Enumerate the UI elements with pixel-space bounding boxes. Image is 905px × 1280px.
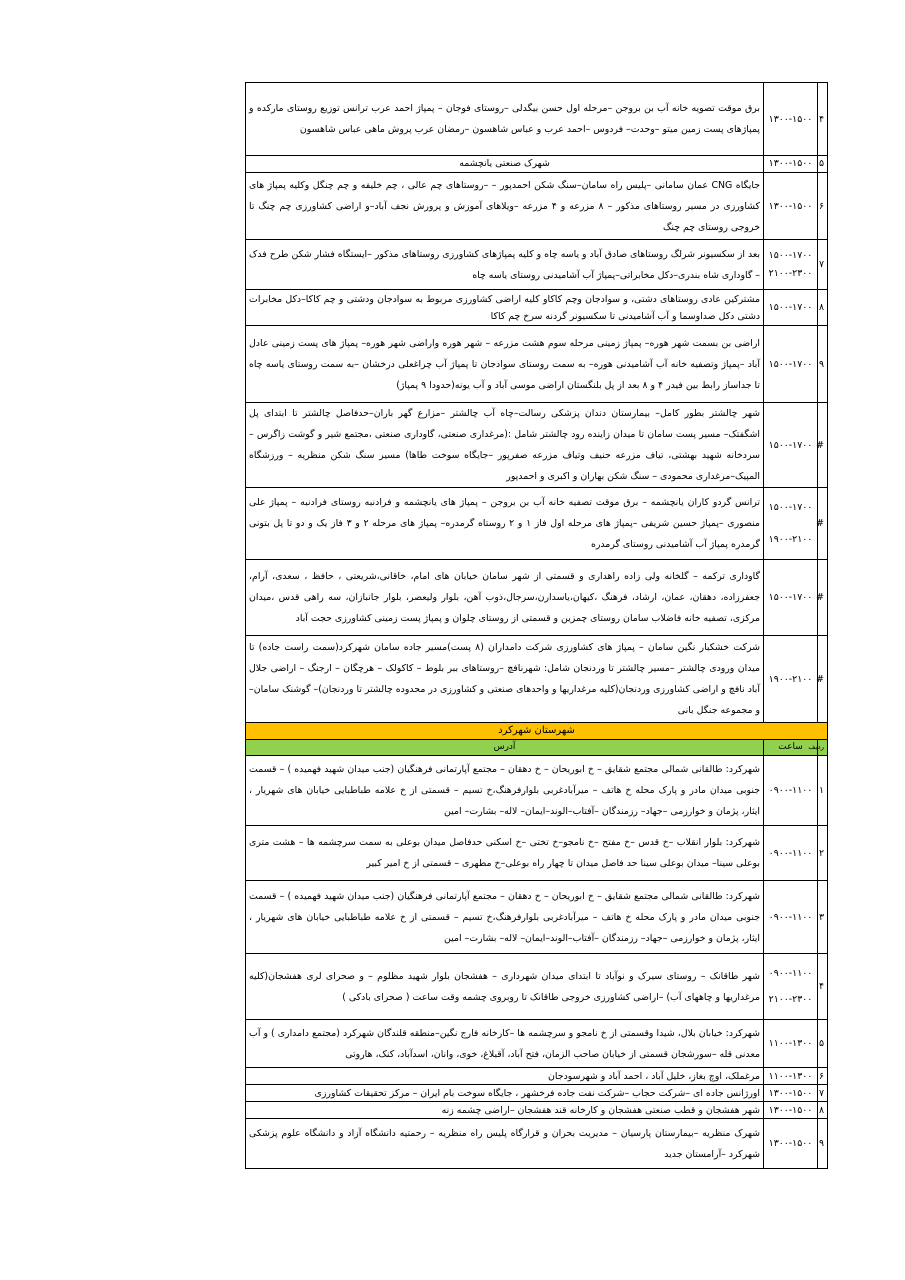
time-cell: ۱۳۰۰-۱۵۰۰ xyxy=(764,1085,818,1102)
address-cell: شهرکرد: بلوار انقلاب –خ قدس –خ مفتح –خ نامجو–خ تختی –خ اسکنی حدفاصل میدان بوعلی به سمت سرچشمه ها – هشت متری بوعلی سینا– میدان بوعلی سینا حد فاصل میدان تا چهار راه بوعلی–خ مطهری – قسمتی از خ امیر کبیر xyxy=(246,826,764,881)
table-row xyxy=(246,83,828,156)
time-cell: ۱۳۰۰-۱۵۰۰ xyxy=(764,1102,818,1119)
time-cell: ۱۳۰۰-۱۵۰۰ xyxy=(764,83,818,156)
address-cell: شهر طاقانک – روستای سیرک و نوآباد تا ابتدای میدان شهرداری – هفشجان بلوار شهید مظلوم – و صحرای لری هفشجان(کلیه مرغداریها و چاههای آب) –اراضی کشاورزی خروجی طاقانک تا روبروی چشمه وقت ساعت ( صحرای بادکی ) xyxy=(246,954,764,1020)
row-number: ۷ xyxy=(818,1085,828,1102)
address-cell: گاوداری ترکمه – گلخانه ولی زاده راهداری و قسمتی از شهر سامان خیابان های امام، خاقانی،شریعتی ، حافظ ، سعدی، آرام، جعفرزاده، دهقان، عمان، ارشاد، فرهنگ ،کیهان،یاسدارن،سرجال،ذوب آهن، بلوار ولیعصر، بلوار جانبازان، سه راهی قدس ،میدان مرکزی، تصفیه خانه فاضلاب سامان روستای چمزین و قسمتی از روستای چلوان و پمپاژ پست زمینی کشاورزی حجت آباد xyxy=(246,560,764,636)
time-cell: ۱۳۰۰-۱۵۰۰ xyxy=(764,173,818,240)
time-cell: ۱۵۰۰-۱۷۰۰ xyxy=(764,290,818,326)
row-number: ۶ xyxy=(818,173,828,240)
address-cell: بعد از سکسیونر شرلگ روستاهای صادق آباد و یاسه چاه و کلیه پمپاژهای کشاورزی روستاهای مذکور –ایستگاه فشار شکن طرح فدک – گاوداری شاه بندری–دکل مخابراتی–پمپاژ آب آشامیدنی روستای یاسه چاه xyxy=(246,240,764,290)
row-number: # xyxy=(818,560,828,636)
row-number: ۹ xyxy=(818,326,828,403)
header-address: آدرس xyxy=(246,740,764,756)
address-cell: شرکت خشکبار نگین سامان – پمپاژ های کشاورزی شرکت دامداران (۸ پست)مسیر جاده سامان شهرکرد(سمت راست جاده) تا میدان ورودی چالشتر –مسیر چالشتر تا وردنجان شامل: شهرنافچ –روستاهای ببر بلوط – کاکولک – هرچگان – ارجنگ – اراضی جلال آباد نافچ و اراضی کشاورزی وردنجان(کلیه مرغداریها و واحدهای صنعتی و کشاورزی در محدوده چالشتر تا وردنجان)– گوشنک سامان– و مجموعه جنگل بانی xyxy=(246,636,764,723)
table-row xyxy=(246,403,828,488)
time-cell: ۰۹۰۰-۱۱۰۰ xyxy=(764,881,818,954)
row-number: ۵ xyxy=(818,1020,828,1068)
time-cell: ۱۵۰۰-۱۷۰۰ xyxy=(764,326,818,403)
table-row xyxy=(246,1085,828,1102)
table-row xyxy=(246,1068,828,1085)
row-number: ۷ xyxy=(818,240,828,290)
row-number: # xyxy=(818,636,828,723)
table-row xyxy=(246,173,828,240)
time-cell: ۱۵۰۰-۱۷۰۰ ۱۹۰۰-۲۱۰۰ xyxy=(764,488,818,560)
row-number: ۲ xyxy=(818,826,828,881)
row-number: ۶ xyxy=(818,1068,828,1085)
table-row xyxy=(246,1102,828,1119)
address-cell: اورژانس جاده ای –شرکت حجاب –شرکت نفت جاده فرخشهر ، جایگاه سوخت بام ایران – مرکز تحقیقات کشاورزی xyxy=(246,1085,764,1102)
address-cell: شهرکرد: طالقانی شمالی مجتمع شقایق – خ ابوریحان – خ دهقان – مجتمع آپارتمانی فرهنگیان (جنب میدان شهید فهمیده ) – قسمت جنوبی میدان مادر و پارک محله خ هاتف – میرآبادغربی بلوارفرهنگ،خ تسیم – قسمتی از خ علامه طباطبایی خیابان های شهریار ، ایثار، پژمان و خوارزمی –جهاد– رزمندگان –آفتاب–الوند–ایمان– لاله– بشارت– امین xyxy=(246,881,764,954)
address-cell: شهرک صنعتی یانچشمه xyxy=(246,156,764,173)
row-number: # xyxy=(818,403,828,488)
table-row xyxy=(246,290,828,326)
table-row xyxy=(246,156,828,173)
address-cell: جایگاه CNG عمان سامانی –پلیس راه سامان–سنگ شکن احمدپور – –روستاهای چم عالی ، چم خلیفه و چم چنگل وکلیه پمپاژ های کشاورزی در مسیر روستاهای مذکور – ۸ مزرعه و ۴ مزرعه –ویلاهای آموزش و پرورش نجف آباد–و اراضی کشاورزی چم چنگ تا خروجی روستای چم چنگ xyxy=(246,173,764,240)
table-row xyxy=(246,954,828,1020)
table-row xyxy=(246,326,828,403)
time-cell: ۱۵۰۰-۱۷۰۰ ۲۱۰۰-۲۳۰۰ xyxy=(764,240,818,290)
time-cell: ۱۵۰۰-۱۷۰۰ xyxy=(764,560,818,636)
table-row xyxy=(246,240,828,290)
table-row xyxy=(246,756,828,826)
header-row-number: ردیف xyxy=(818,740,828,756)
section-title: شهرستان شهرکرد xyxy=(246,723,828,740)
time-cell: ۱۱۰۰-۱۳۰۰ xyxy=(764,1020,818,1068)
row-number: ۴ xyxy=(818,83,828,156)
row-number: ۸ xyxy=(818,290,828,326)
time-cell: ۱۵۰۰-۱۷۰۰ xyxy=(764,403,818,488)
table-header-row xyxy=(246,740,828,756)
table-row xyxy=(246,560,828,636)
address-cell: ترانس گردو کاران یانچشمه – برق موقت تصفیه خانه آب بن بروجن – پمپاژ های یانچشمه و فرادنبه روستای فرادنبه – پمپاژ علی منصوری –پمپاژ حسین شریفی –پمپاژ های مرحله اول فاز ۱ و ۲ روستاه گرمدره– پمپاژ های مرحله ۲ و ۳ فاز یک و دو تا پل بتونی گرمدره پمپاژ آب آشامیدنی روستای گرمدره xyxy=(246,488,764,560)
time-cell: ۰۹۰۰-۱۱۰۰ ۲۱۰۰-۲۳۰۰ xyxy=(764,954,818,1020)
time-cell: ۱۱۰۰-۱۳۰۰ xyxy=(764,1068,818,1085)
time-cell: ۱۹۰۰-۲۱۰۰ xyxy=(764,636,818,723)
address-cell: شهرک منظریه –بیمارستان پارسیان – مدیریت بحران و قرارگاه پلیس راه منظریه – رحمتیه دانشگاه آزاد و دانشگاه علوم پزشکی شهرکرد –آرامستان جدید xyxy=(246,1119,764,1169)
table-row xyxy=(246,1020,828,1068)
row-number: ۵ xyxy=(818,156,828,173)
row-number: ۴ xyxy=(818,954,828,1020)
address-cell: شهر هفشجان و قطب صنعتی هفشجان و کارخانه قند هفشجان –اراضی چشمه زنه xyxy=(246,1102,764,1119)
address-cell: برق موقت تصویه خانه آب بن بروجن –مرحله اول حسن بیگدلی –روستای فوجان – پمپاژ احمد عرب ترانس توزیع روستای مارکده و پمپاژهای پست زمین میتو –وحدت– فردوس –احمد عرب و عباس شاهسون –رمضان عرب پروش ماهی عباس شاهسون xyxy=(246,83,764,156)
address-cell: مرغملک، اوچ بغاز، خلیل آباد ، احمد آباد و شهرسودجان xyxy=(246,1068,764,1085)
address-cell: شهر چالشتر بطور کامل– بیمارستان دندان پزشکی رسالت–چاه آب چالشتر –مزارع گهر باران–حدفاصل چالشتر تا ابتدای پل اشگفتک– مسیر پست سامان تا میدان زاینده رود چالشتر شامل :(مرغداری صنعتی، گاوداری صنعتی ،مجتمع شیر و گوشت زاگرس – سردخانه شهید بهشتی، تیاف مزرعه حنیف وتیاف مزرعه صفرپور –جایگاه سوخت طاها) مسیر سنگ شکن منظریه – ورزشگاه المپیک–مرغداری محمودی – سنگ شکن بهاران و اکبری و احمدپور xyxy=(246,403,764,488)
time-cell: ۰۹۰۰-۱۱۰۰ xyxy=(764,756,818,826)
table-row xyxy=(246,826,828,881)
address-cell: شهرکرد: خیابان بلال، شیدا وقسمتی از خ نامجو و سرچشمه ها –کارخانه فارج نگین–منطقه قلندگان شهرکرد (مجتمع دامداری ) و آب معدنی قله –سورشجان قسمتی از خیابان صاحب الزمان، فتح آباد، آقبلاغ، خوی، وانان، اسدآباد، کنک، هاروتی xyxy=(246,1020,764,1068)
address-cell: مشترکین عادی روستاهای دشتی، و سوادجان وچم کاکاو کلیه اراضی کشاورزی مربوط به سوادجان ودشتی و چم کاکا–دکل مخابرات دشتی دکل صداوسما و آب آشامیدنی تا سکسیونر گردنه سرخ چم کاکا xyxy=(246,290,764,326)
time-cell: ۱۳۰۰-۱۵۰۰ xyxy=(764,1119,818,1169)
section-title-row xyxy=(246,723,828,740)
row-number: ۳ xyxy=(818,881,828,954)
row-number: ۱ xyxy=(818,756,828,826)
table-row xyxy=(246,636,828,723)
time-cell: ۰۹۰۰-۱۱۰۰ xyxy=(764,826,818,881)
header-time: ساعت xyxy=(764,740,818,756)
table-row xyxy=(246,1119,828,1169)
row-number: ۹ xyxy=(818,1119,828,1169)
address-cell: اراضی بن بسمت شهر هوره– پمپاژ زمینی مرحله سوم هشت مزرعه – شهر هوره واراضی شهر هوره– پمپاژ های پست زمینی عادل آباد –پمپاژ وتصفیه خانه آب آشامیدنی هوره– به سمت روستای سوادجان تا پمپاژ آب چراغعلی درخشان –به سمت روستای یاسه چاه تا جداساز رابط بین فیدر ۴ و ۸ بعد از پل بلنگستان اراضی موسی آباد و آب یونه(حدودا ۹ پمپاژ) xyxy=(246,326,764,403)
address-cell: شهرکرد: طالقانی شمالی مجتمع شقایق – خ ابوریحان – خ دهقان – مجتمع آپارتمانی فرهنگیان (جنب میدان شهید فهمیده ) – قسمت جنوبی میدان مادر و پارک محله خ هاتف – میرآبادغربی بلوارفرهنگ،خ تسیم – قسمتی از خ علامه طباطبایی خیابان های شهریار ، ایثار، پژمان و خوارزمی –جهاد– رزمندگان –آفتاب–الوند–ایمان– لاله– بشارت– امین xyxy=(246,756,764,826)
row-number: # xyxy=(818,488,828,560)
row-number: ۸ xyxy=(818,1102,828,1119)
table-row xyxy=(246,881,828,954)
outage-schedule-table xyxy=(245,82,828,1169)
table-row xyxy=(246,488,828,560)
time-cell: ۱۳۰۰-۱۵۰۰ xyxy=(764,156,818,173)
